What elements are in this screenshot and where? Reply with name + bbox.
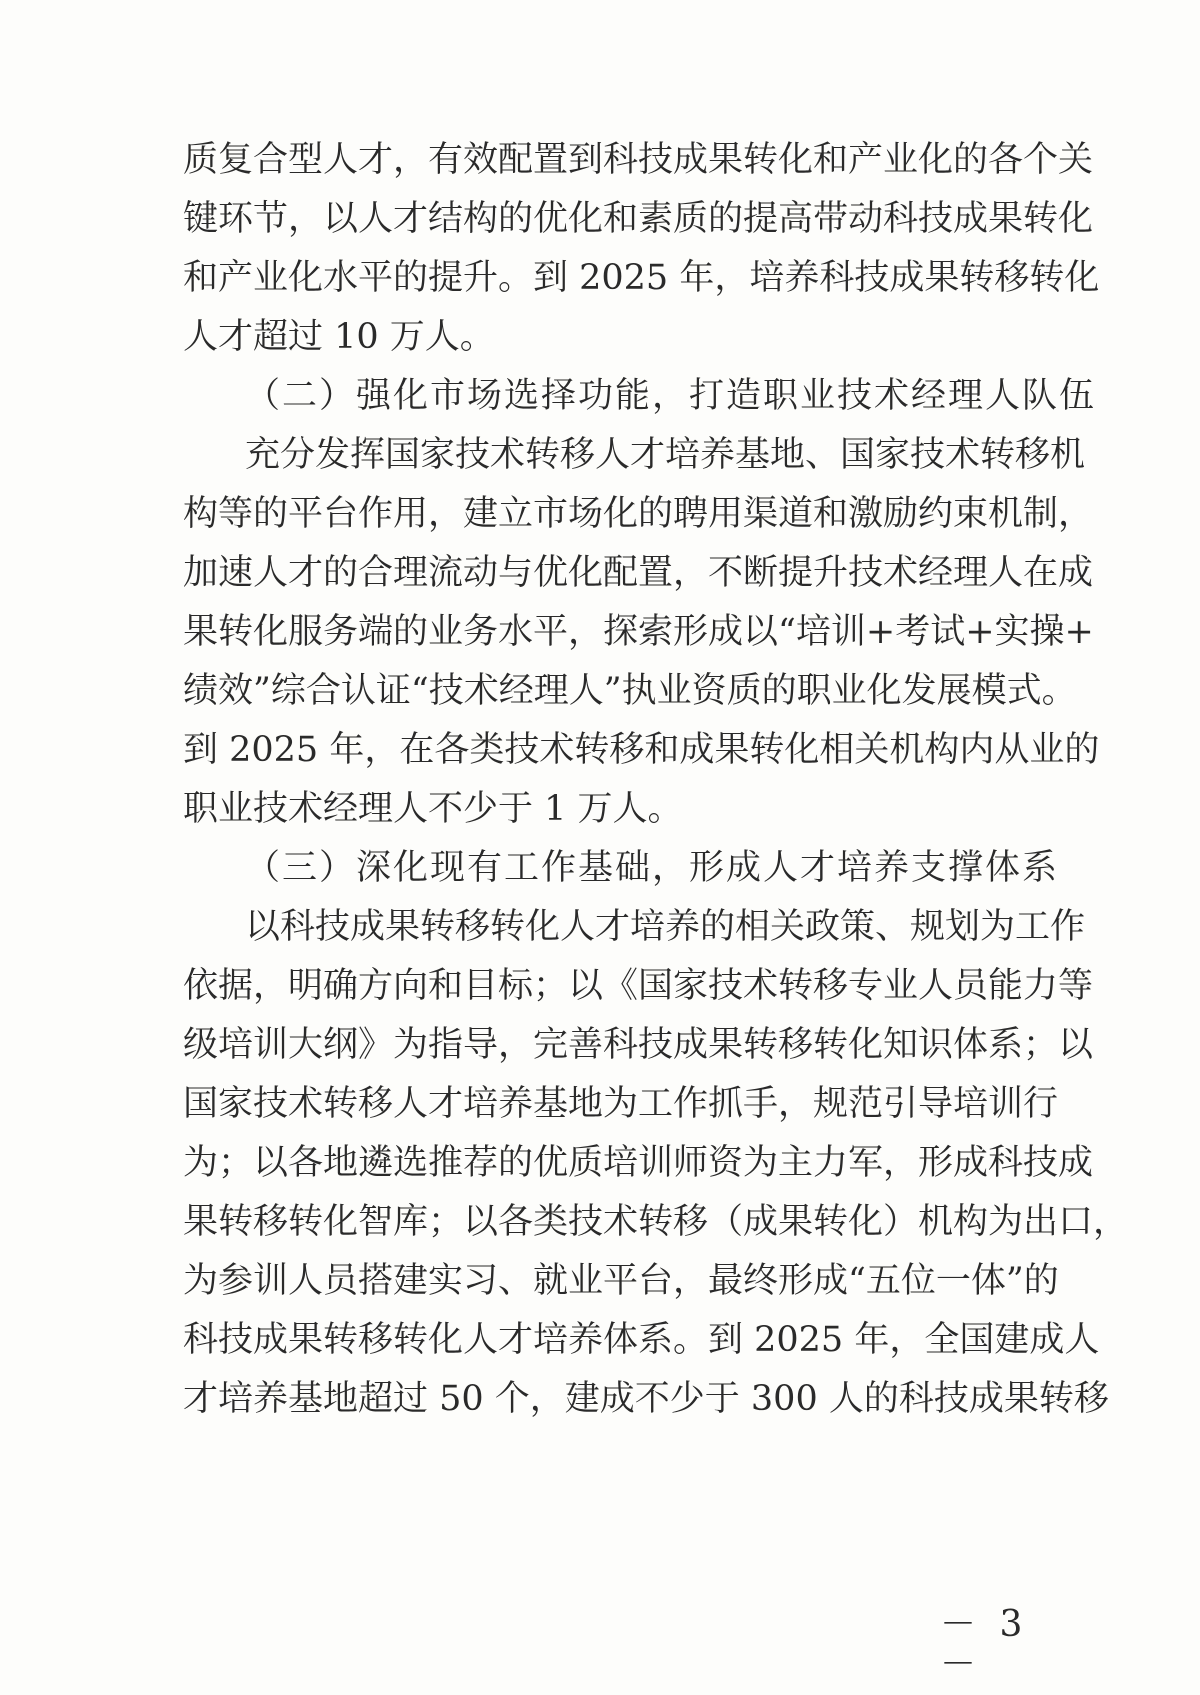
paragraph-line: 依据，明确方向和目标；以《国家技术转移专业人员能力等	[183, 966, 1094, 1006]
paragraph-line: 国家技术转移人才培养基地为工作抓手，规范引导培训行	[183, 1084, 1059, 1124]
section-heading: （二）强化市场选择功能，打造职业技术经理人队伍	[245, 376, 1097, 416]
page-number: － 3 －	[940, 1604, 1029, 1685]
paragraph-line: 键环节，以人才结构的优化和素质的提高带动科技成果转化	[183, 199, 1094, 239]
paragraph-line: 果转化服务端的业务水平，探索形成以“培训+考试+实操+	[183, 612, 1094, 652]
paragraph-line: 和产业化水平的提升。到 2025 年，培养科技成果转移转化	[183, 258, 1100, 298]
paragraph-line: 以科技成果转移转化人才培养的相关政策、规划为工作	[245, 907, 1086, 947]
section-heading: （三）深化现有工作基础，形成人才培养支撑体系	[245, 848, 1060, 888]
paragraph-line: 到 2025 年，在各类技术转移和成果转化相关机构内从业的	[183, 730, 1100, 770]
paragraph-line: 质复合型人才，有效配置到科技成果转化和产业化的各个关	[183, 140, 1094, 180]
paragraph-line: 级培训大纲》为指导，完善科技成果转移转化知识体系；以	[183, 1025, 1094, 1065]
paragraph-line: 人才超过 10 万人。	[183, 317, 495, 357]
paragraph-line: 充分发挥国家技术转移人才培养基地、国家技术转移机	[245, 435, 1086, 475]
paragraph-line: 为；以各地遴选推荐的优质培训师资为主力军，形成科技成	[183, 1143, 1094, 1183]
paragraph-line: 为参训人员搭建实习、就业平台，最终形成“五位一体”的	[183, 1261, 1059, 1301]
paragraph-line: 构等的平台作用，建立市场化的聘用渠道和激励约束机制，	[183, 494, 1094, 534]
paragraph-line: 果转移转化智库；以各类技术转移（成果转化）机构为出口，	[183, 1202, 1129, 1242]
paragraph-line: 绩效”综合认证“技术经理人”执业资质的职业化发展模式。	[183, 671, 1077, 711]
paragraph-line: 加速人才的合理流动与优化配置，不断提升技术经理人在成	[183, 553, 1094, 593]
paragraph-line: 职业技术经理人不少于 1 万人。	[183, 789, 683, 829]
paragraph-line: 科技成果转移转化人才培养体系。到 2025 年，全国建成人	[183, 1320, 1100, 1360]
paragraph-line: 才培养基地超过 50 个，建成不少于 300 人的科技成果转移	[183, 1379, 1109, 1419]
